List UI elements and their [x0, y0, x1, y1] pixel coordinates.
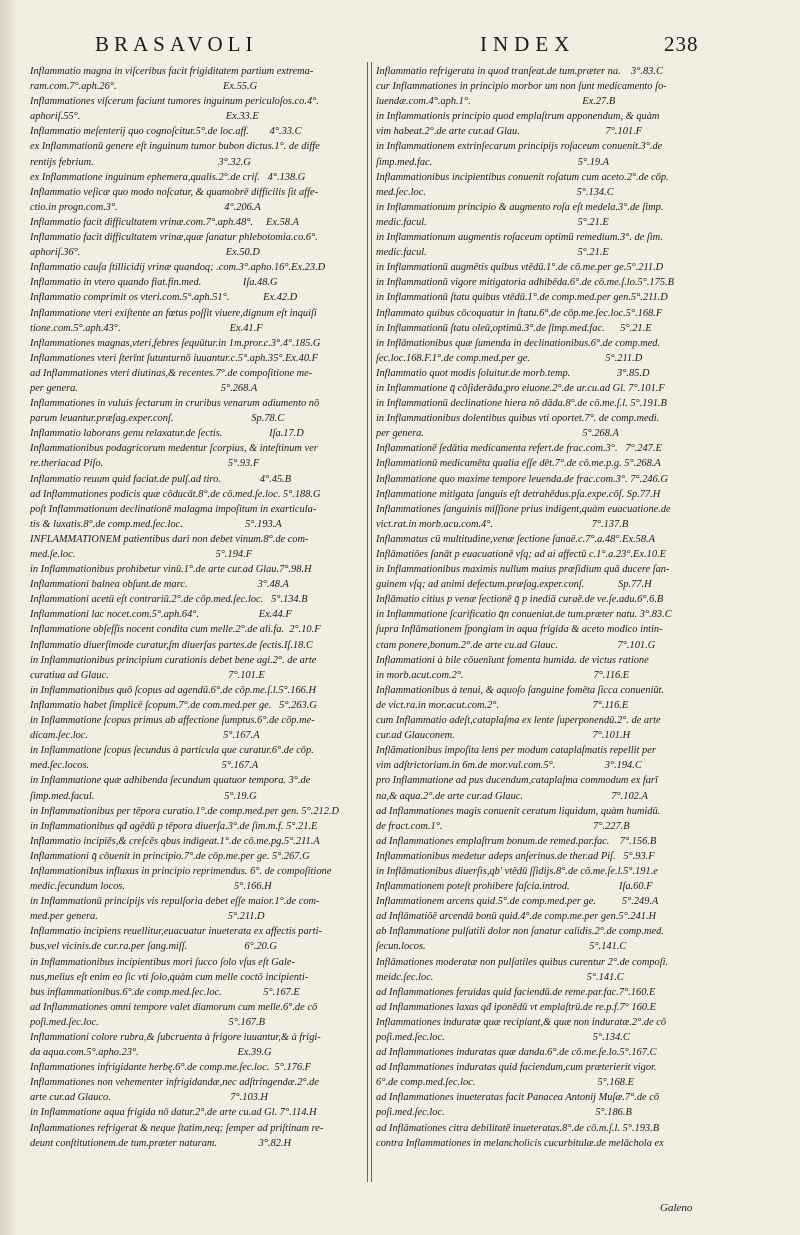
index-entry-line: in Inflammationū principijs vis repulſoria debet eſſe maior.1°.de com- [30, 896, 320, 908]
index-entry-line: in Inflammatione ſcopus ſecundus à particula que curatur.6°.de cōp. [30, 745, 314, 757]
index-entry-line: ad Inflammationes vteri diutinas,& recentes.7°.de compoſitione me- [30, 367, 313, 379]
index-entry-line: ad Inflammationes podicis quæ cōducāt.8°.de cō.med.ſe.loc. 5°.188.G [30, 488, 321, 500]
index-entry-line: Inflammationē ſedātia medicamenta refert.de frac.com.3°. 7°.247.E [376, 443, 662, 455]
index-entry-line: med.ſe.loc. 5°.194.F [30, 549, 253, 560]
index-entry-line: luendæ.com.4°.aph.1°. Ex.27.B [376, 96, 616, 108]
index-entry-line: Inflammatione obſeſſis nocent condita cum melle.2°.de ali.fa. 2°.10.F [30, 624, 321, 636]
index-entry-line: rentijs febrium. 3°.32.G [30, 156, 251, 168]
index-entry-line: tis & luxatis.8°.de comp.med.ſec.loc. 5°.193.A [30, 518, 282, 530]
index-entry-line: Inflammationibus incipientibus conuenit roſatum cum aceto.2°.de cōp. [376, 171, 669, 183]
index-entry-line: Inflammationibus podagricorum medentur ſcorpius, & inteſtinum ver [30, 443, 318, 455]
index-entry-line: in Inflammationibus incipientibus mori ſucco ſolo vſus eſt Gale- [30, 956, 295, 968]
index-entry-line: in Inflammationibus per tēpora curatio.1°.de comp.med.per gen. 5°.212.D [30, 805, 340, 817]
index-entry-line: contra Inflammationes in melancholicis cucurbitulæ.de melāchola ex [376, 1137, 664, 1149]
index-entry-line: in Inflammationibus dolentibus quibus vti oportet.7°. de comp.medi. [376, 413, 660, 425]
index-entry-line: nus,melius eſt enim eo ſic vti ſolo,quàm cum melle coctō incipienti- [30, 971, 309, 983]
index-entry-line: Inflāmatio citius p venæ ſectionē q̄ p inediā curaē.de ve.ſe.adu.6°.6.B [376, 594, 664, 606]
index-entry-line: in Inflammatione q̄ cōſiderāda,pro eiuone.2°.de ar.cu.ad Gl. 7°.101.F [376, 382, 665, 394]
index-entry-line: Inflammationū medicamēta qualia eſſe dēt.7°.de cō.me.p.g. 5°.268.A [376, 458, 661, 470]
index-entry-line: in Inflammatione ſcopus primus ab affectione ſumptus.6°.de cōp.me- [30, 715, 315, 727]
index-entry-line: arte cur.ad Glauco. 7°.103.H [30, 1092, 268, 1104]
index-entry-line: Inflammatio incipiens reuellitur,euacuatur inueterata ex affectis parti- [30, 926, 322, 938]
index-entry-line: in Inflammationū ſtatu oleū,optimū.3°.de ſimp.med.fac. 5°.21.E [376, 322, 652, 334]
index-entry-line: med.per genera. 5°.211.D [30, 911, 265, 923]
index-entry-line: Inflammatio laborans genu relaxatur.de ſectis. Iſa.17.D [30, 428, 304, 440]
index-entry-line: de vict.ra.in mor.acut.com.2°. 7°.116.E [376, 699, 629, 711]
index-entry-line: curatiua ad Glauc. 7°.101.E [30, 669, 265, 681]
index-entry-line: poſi.med.ſec.loc. 5°.167.B [30, 1016, 266, 1028]
index-entry-line: Inflammationes magnas,vteri,febres ſequūtur.in 1m.pror.c.3°.4°.185.G [30, 337, 321, 349]
page-header [0, 28, 800, 68]
index-entry-line: ram.com.7°.aph.26°. Ex.55.G [30, 81, 258, 93]
index-entry-line: in Inflammationum principio & augmento roſa eſt medela.3°.de ſimp. [376, 201, 664, 213]
index-entry-line: ſimp.med.fac. 5°.19.A [376, 156, 610, 168]
index-entry-line: ad Inflammationes feruidas quid faciendū.de reme.par.fac.7°.160.E [376, 986, 656, 998]
index-entry-line: in Inflammatione ſcarificatio q̄n conueniat.de tum.præter natu. 3°.83.C [376, 609, 672, 621]
index-entry-line: medic.ſecundum locos. 5°.166.H [30, 881, 272, 893]
index-entry-line: de fract.com.1°. 7°.227.B [376, 820, 630, 832]
index-entry-line: deunt conſtitutionem.de tum.præter naturam. 3°.82.H [30, 1137, 292, 1149]
index-entry-line: Inflammatio cauſa ſtillicidij vrinæ quandoq; .com.3°.apho.16°.Ex.23.D [30, 262, 326, 274]
index-entry-line: in Inflāmationibus diuerſis,qb' vtēdū ſſidijs.8°.de cō.me.ſe.l.5°.191.e [376, 865, 658, 877]
index-entry-line: in Inflammationibus prohibetur vinū.1°.de arte cur.ad Glau.7°.98.H [30, 564, 312, 576]
index-entry-line: in Inflammationibus maximis nullum maius præſidium quā ducere ſan- [376, 564, 670, 576]
index-entry-line: ad Inflammationes omni tempore valet diamorum cum melle.6°.de cō [30, 1001, 318, 1013]
index-entry-line: in Inflammatione quæ adhibenda ſecundum quatuor tempora. 3°.de [30, 775, 311, 787]
index-entry-line: bus inflammationibus.6°.de comp.med.ſec.loc. 5°.167.E [30, 986, 300, 998]
index-entry-line: Inflāmationes moderatæ non pulſatiles quibus curentur 2°.de compoſi. [376, 956, 669, 968]
index-entry-line: in Inflammationū augmētis quibus vtēdū.1°.de cō.me.per ge.5°.211.D [376, 262, 664, 274]
index-entry-line: bus,vel vicinis.de cur.ra.per ſang.miſſ. 6°.20.G [30, 941, 277, 953]
index-entry-line: ſimp.med.facul. 5°.19.G [30, 790, 257, 802]
index-entry-line: Inflammationi à bile cōuenīunt fomenta humida. de victus ratione [376, 654, 649, 666]
index-entry-line: vim adſtrictoriam.in 6m.de mor.vul.com.5°. 3°.194.C [376, 760, 642, 772]
index-entry-line: medic.facul. 5°.21.E [376, 216, 609, 228]
catchword: Galeno [660, 1202, 693, 1214]
index-entry-line: Inflammatio refrigerata in quod tranſeat.de tum.præter na. 3°.83.C [376, 66, 663, 77]
index-entry-line: in Inflammationem extrinſecarum principijs roſaceum conuenit.3°.de [376, 141, 663, 153]
index-entry-line: poſi.med.ſec.loc. 5°.186.B [376, 1107, 632, 1119]
running-head-index: INDEX [480, 32, 576, 56]
index-entry-line: Inflammationes in vuluis ſectarum in cruribus venarum adiumento nō [30, 398, 320, 410]
index-entry-line: Inflammatio facit difficultatem vrinæ,quæ ſanatur phlebotomia.co.6°. [30, 232, 318, 244]
index-entry-line: ad Inflammationes inueteratas facit Panacea Antonij Muſæ.7°.de cō [376, 1092, 660, 1104]
index-entry-line: ad Inflammationes magis conuenit ceratum liquidum, quàm humidū. [376, 805, 661, 817]
index-entry-line: Inflammationes ſanguinis miſſione prius indigent,quàm euacuatione.de [376, 503, 671, 515]
index-entry-line: parum leuantur.præſag.exper.conſ. Sp.78.C [30, 413, 285, 425]
index-entry-line: Inflammationibus influxus in principio reprimendus. 6°. de compoſitione [30, 865, 332, 877]
index-entry-line: Inflammationes refrigerat & neque ſtatim,neq; ſemper ad priſtinam re- [30, 1122, 324, 1134]
index-entry-line: Inflammationi q̄ cōuenit in principio.7°.de cōp.me.per ge. 5°.267.G [30, 850, 310, 862]
index-entry-line: in morb.acut.com.2°. 7°.116.E [376, 669, 630, 681]
index-entry-line: cur Inflammationes in principio morbor um non ſunt medicamento ſo- [376, 81, 667, 93]
index-entry-line: re.theriacad Piſo. 5°.93.F [30, 458, 260, 470]
index-entry-line: ctam ponere,bonum.2°.de arte cu.ad Glauc. 7°.101.G [376, 639, 656, 651]
index-entry-line: ad Inflāmationes citra debilitatē inueteratas.8°.de cō.m.ſ.l. 5°.193.B [376, 1122, 660, 1134]
running-head-author: BRASAVOLI [95, 32, 258, 56]
index-entry-line: Inflammationes non vehementer infrigidandæ,nec adſtringendæ.2°.de [30, 1077, 319, 1089]
index-entry-line: Inflammationi lac nocet.com.5°.aph.64°. Ex.44.F [30, 609, 292, 621]
index-entry-line: INFLAMMATIONEM patientibus dari non debet vinum.8°.de com- [30, 533, 309, 545]
index-entry-line: da aqua.com.5°.apho.23°. Ex.39.G [30, 1047, 272, 1059]
index-entry-line: ad Inflammationes induratas quæ danda.6°.de cō.me.ſe.lo.5°.167.C [376, 1047, 657, 1059]
index-entry-line: Inflammationes vteri ſterīnt ſutunturnō iuuantur.c.5°.aph.35°.Ex.40.F [30, 352, 318, 364]
page-number: 238 [664, 32, 699, 56]
index-entry-line: med.ſec.loc. 5°.134.C [376, 186, 614, 198]
index-entry-line: in Inflammationibus qđ agēdū p tēpora diuerſa.3°.de ſim.m.f. 5°.21.E [30, 820, 318, 832]
index-entry-line: Inflammatione quo maxime tempore leuenda.de frac.com.3°. 7°.246.G [376, 473, 668, 485]
index-entry-line: Inflammatio habet ſimplicē ſcopum.7°.de com.med.per ge. 5°.263.G [30, 699, 317, 711]
index-entry-line: Inflammationibus medetur adeps anſerinus.de ther.ad Piſ. 5°.93.F [376, 850, 655, 862]
index-entry-line: pro Inflammatione ad pus ducendum,cataplaſma commodum ex farī [376, 775, 658, 787]
index-entry-line: ad Inflammationes laxas qđ iponēdū vt emplaſtrū.de re.p.f.7° 160.E [376, 1001, 656, 1013]
index-entry-line: per genera. 5°.268.A [30, 382, 258, 394]
column-rule [367, 62, 368, 1182]
index-entry-line: Inflammatio reuum quid faciat.de pulſ.ad tiro. 4°.45.B [30, 473, 292, 485]
index-entry-line: med.ſec.locos. 5°.167.A [30, 760, 259, 772]
index-entry-line: Inflammatio incipiēs,& creſcēs qbus indigeat.1°.de cō.me.pg.5°.211.A [30, 835, 320, 847]
index-entry-line: Inflammationes induratæ quæ recipiant,& quæ non induratæ.2°.de cō [376, 1016, 667, 1028]
right-index-column [376, 64, 788, 1151]
index-entry-line: Inflammationi colore rubra,& ſubcruenta à frigore iuuantur,& à frigi- [30, 1032, 321, 1043]
index-entry-line: ad Inflammationes induratas quid faciendum,cum præterierit vigor. [376, 1062, 657, 1074]
column-rule [371, 62, 372, 1182]
gutter-shadow [0, 0, 18, 1235]
index-entry-line: Inflammationibus à tenui, & aquoſo ſanguine fomēta ſicca conueniūt. [376, 684, 665, 696]
index-entry-line: in Inflammationū ſtatu quibus vtēdū.1°.de comp.med.per gen.5°.211.D [376, 292, 668, 304]
index-entry-line: in Inflammationū vigore mitigatoria adhibēda.6°.de cō.me.ſ.lo.5°.175.B [376, 277, 674, 289]
index-entry-line: poſt Inflammationum declinationē malagma impoſitum in exarticula- [30, 503, 317, 515]
index-entry-line: ex Inflammatione inguinum ephemera,qualis.2°.de criſ. 4°.138.G [30, 171, 306, 183]
index-entry-line: aphoriſ.55°. Ex.33.E [30, 111, 259, 123]
index-entry-line: Inflammatio meſenterij quo cognoſcitur.5°.de loc.aff. 4°.33.C [30, 126, 302, 138]
index-entry-line: Inflammationem poteſt prohibere faſcia.introd. Iſa.60.F [376, 881, 653, 893]
index-entry-line: in Inflammationum augmentis roſaceum optimū remedium.3°. de ſim. [376, 232, 663, 244]
index-entry-line: ſupra Inflāmationem ſpongiam in aqua frigida & aceto modico intin- [376, 624, 663, 636]
index-entry-line: in Inflammationis principio quod emplaſtrum apponendum, & quàm [376, 111, 660, 123]
index-entry-line: ſec.loc.168.F.1°.de comp.med.per ge. 5°.211.D [376, 352, 643, 364]
index-entry-line: in Inflammationū declinatione hiera nō dāda.8°.de cō.me.ſ.l. 5°.191.B [376, 398, 667, 410]
index-entry-line: Inflammatio diuerſimode curatur,ſm diuerſas partes.de ſectis.Iſ.18.C [30, 639, 313, 651]
index-entry-line: tione.com.5°.aph.43°. Ex.41.F [30, 322, 263, 334]
index-entry-line: Inflammationi acetū eſt contrariū.2°.de cōp.med.ſec.loc. 5°.134.B [30, 594, 308, 606]
index-entry-line: Inflammatio magna in viſceribus facit frigiditatem partium extrema- [30, 66, 314, 77]
index-entry-line: vim habeat.2°.de arte cur.ad Glau. 7°.101.F [376, 126, 643, 138]
index-entry-line: na,& aqua.2°.de arte cur.ad Glauc. 7°.102.A [376, 790, 648, 802]
index-entry-line: cur.ad Glauconem. 7°.101.H [376, 730, 631, 742]
index-entry-line: Inflammatio in vtero quando fiat.fin.med. Iſa.48.G [30, 277, 278, 289]
index-entry-line: Inflammationes infrigidante herbę.6°.de comp.me.ſec.loc. 5°.176.F [30, 1062, 312, 1074]
index-entry-line: Inflammationem arcens quid.5°.de comp.med.per ge. 5°.249.A [376, 896, 659, 908]
index-entry-line: in Inflammationibus principium curationis debet bene agi.2°. de arte [30, 654, 317, 666]
index-entry-line: guinem vſq; ad animi defectum.præſag.exper.conſ. Sp.77.H [376, 579, 652, 591]
index-entry-line: ex Inflammationū genere eſt inguinum tumor bubon dictus.1°. de diffe [30, 141, 320, 153]
index-entry-line: vict.rat.in morb.acu.com.4°. 7°.137.B [376, 518, 629, 530]
index-entry-line: Inflammatus cū multitudine,venæ ſectione ſanaē.c.7°.a.48°.Ex.58.A [376, 533, 655, 545]
index-entry-line: Inflammationi balnea obſunt.de marc. 3°.48.A [30, 579, 289, 591]
index-entry-line: in Inflammatione aqua frigida nō datur.2°.de arte cu.ad Gl. 7°.114.H [30, 1107, 317, 1119]
index-entry-line: Inflammatio quot modis ſoluitur.de morb.temp. 3°.85.D [376, 367, 650, 379]
index-entry-line: cum Inflammatio adeſt,cataplaſma ex lente ſuperponendū.2°. de arte [376, 715, 661, 727]
index-entry-line: Inflammatio facit difficultatem vrinæ.com.7°.aph.48°. Ex.58.A [30, 216, 299, 228]
index-entry-line: Inflāmatiōes ſanāt p euacuationē vſq; ad ai affectū c.1°.a.23°.Ex.10.E [376, 549, 666, 560]
index-entry-line: Inflammatione mitigata ſanguis eſt detrahēdus.pſa.expe.cōſ. Sp.77.H [376, 488, 661, 500]
index-entry-line: aphoriſ.36°. Ex.50.D [30, 247, 260, 259]
index-entry-line: Inflāmationibus impoſita lens per modum cataplaſmatis repellit per [376, 745, 656, 757]
index-entry-line: poſi.med.ſec.loc. 5°.134.C [376, 1032, 630, 1043]
index-entry-line: ſecun.locos. 5°.141.C [376, 941, 627, 953]
index-entry-line: ab Inflammatione pulſatili dolor non ſanatur calidis.2°.de comp.med. [376, 926, 664, 938]
index-entry-line: in Inflāmationibus quæ ſumenda in declinationibus.6°.de comp.med. [376, 337, 661, 349]
index-entry-line: per genera. 5°.268.A [376, 428, 619, 440]
index-entry-line: Inflammatio comprimit os vteri.com.5°.aph.51°. Ex.42.D [30, 292, 298, 304]
index-entry-line: ad Inflammationes emplaſtrum bonum.de remed.par.fac. 7°.156.B [376, 835, 657, 847]
left-index-column [30, 64, 360, 1151]
index-entry-line: Inflammationes viſcerum faciunt tumores inguinum periculoſos.co.4°. [30, 96, 319, 108]
index-entry-line: medic.facul. 5°.21.E [376, 247, 609, 259]
index-entry-line: Inflammatione vteri exiſtente an fœtus poſſit viuere,dignum eſt inquiſi [30, 307, 317, 319]
index-entry-line: Inflammato quibus cōcoquatur in ſtatu.6°.de cōp.me.ſec.loc.5°.168.F [376, 307, 663, 319]
index-entry-line: meidc.ſec.loc. 5°.141.C [376, 971, 624, 983]
index-entry-line: 6°.de comp.med.ſec.loc. 5°.168.E [376, 1077, 634, 1089]
index-entry-line: ad Inflāmatiōē arcendā bonū quid.4°.de comp.me.per gen.5°.241.H [376, 911, 657, 923]
index-entry-line: ctio.in progn.com.3°. 4°.206.A [30, 201, 261, 213]
index-entry-line: dicam.ſec.loc. 5°.167.A [30, 730, 260, 742]
index-entry-line: Inflammatio veſicæ quo modo noſcatur, & quamobrē difficilis ſit affe- [30, 186, 319, 198]
index-entry-line: in Inflammationibus quō ſcopus ad agendū.6°.de cōp.me.ſ.l.5°.166.H [30, 684, 316, 696]
